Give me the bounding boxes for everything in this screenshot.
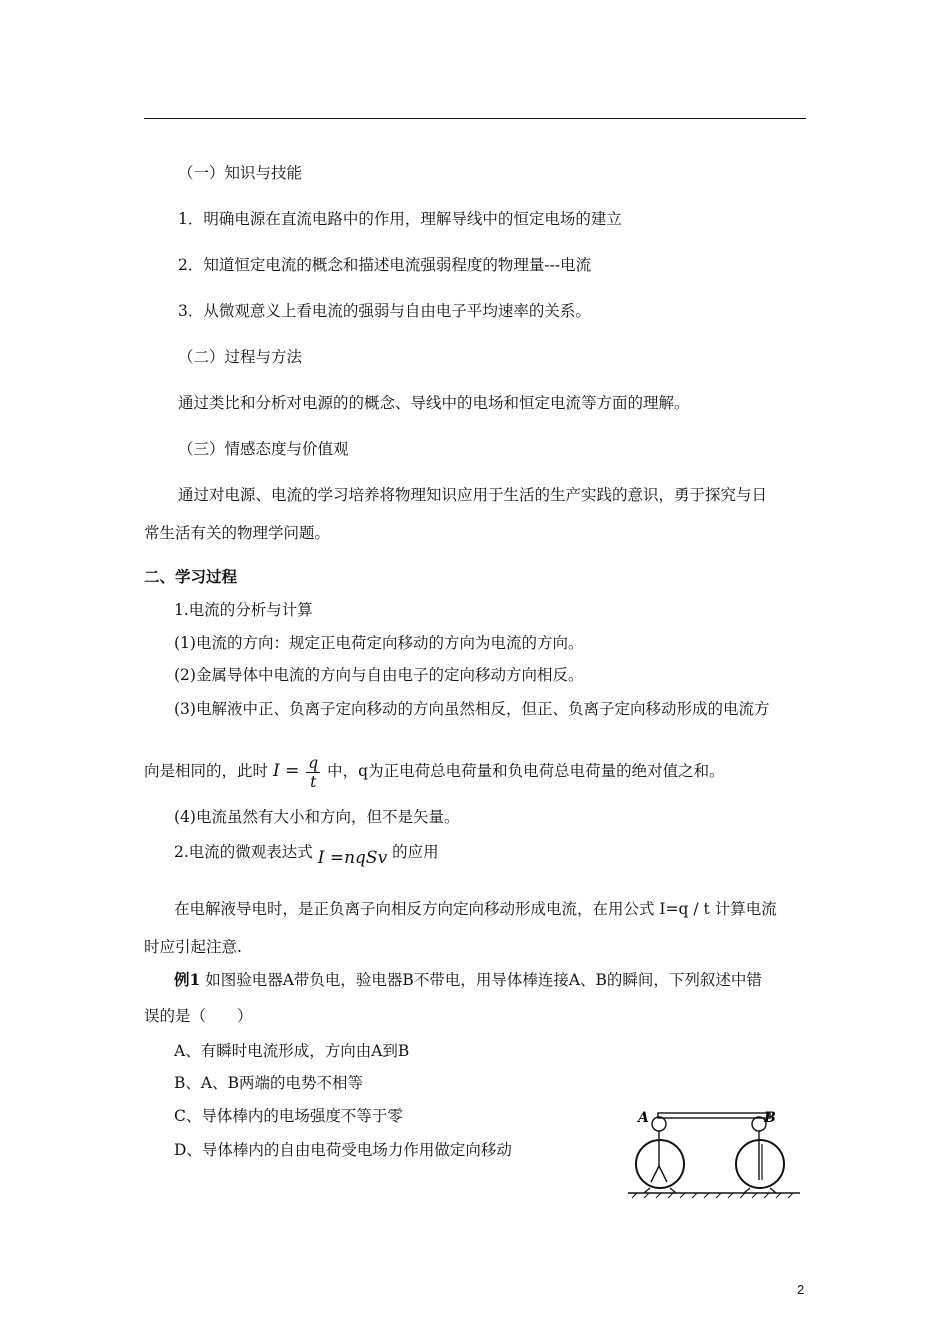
objective-attitude-line-1: 通过对电源、电流的学习培养将物理知识应用于生活的生产实践的意识，勇于探究与日 bbox=[178, 486, 768, 504]
conducting-rod bbox=[658, 1113, 770, 1118]
electrolyte-note-line-1: 在电解液导电时，是正负离子向相反方向定向移动形成电流，在用公式 I=q / t 计算电流 bbox=[174, 900, 777, 918]
electrolyte-note-line-2: 时应引起注意. bbox=[144, 938, 242, 956]
ground-surface bbox=[628, 1193, 800, 1198]
objective-item-3: 3．从微观意义上看电流的强弱与自由电子平均速率的关系。 bbox=[178, 302, 591, 320]
subsection-micro-expression bbox=[174, 842, 439, 868]
option-a: A、有瞬时电流形成，方向由A到B bbox=[174, 1042, 410, 1060]
point-1: (1)电流的方向：规定正电荷定向移动的方向为电流的方向。 bbox=[174, 634, 584, 652]
objective-attitude-line-2: 常生活有关的物理学问题。 bbox=[144, 524, 331, 542]
subsection-micro-suffix: 的应用 bbox=[392, 843, 439, 861]
electroscope-b bbox=[736, 1117, 784, 1193]
objective-heading-attitude: （三）情感态度与价值观 bbox=[178, 440, 349, 458]
figure-label-b: B bbox=[764, 1110, 776, 1126]
example-label: 例1 bbox=[174, 970, 201, 989]
formula-numerator: q bbox=[308, 753, 319, 772]
example-1-line-2: 误的是（ ） bbox=[144, 1007, 253, 1025]
example-question: 如图验电器A带负电，验电器B不带电，用导体棒连接A、B的瞬间，下列叙述中错 bbox=[205, 971, 762, 989]
objective-item-1: 1．明确电源在直流电路中的作用，理解导线中的恒定电场的建立 bbox=[178, 210, 622, 228]
objective-heading-process: （二）过程与方法 bbox=[178, 348, 303, 366]
formula-denominator: t bbox=[310, 772, 317, 791]
objective-heading-knowledge: （一）知识与技能 bbox=[178, 164, 303, 182]
point-3-line-2-prefix: 向是相同的，此时 bbox=[144, 762, 269, 780]
formula-current-lhs: I = bbox=[272, 761, 300, 781]
objective-process-text: 通过类比和分析对电源的的概念、导线中的电场和恒定电流等方面的理解。 bbox=[178, 394, 690, 412]
point-3-line-2-suffix: 中，q为正电荷总电荷量和负电荷总电荷量的绝对值之和。 bbox=[327, 762, 725, 780]
page-number: 2 bbox=[797, 1282, 805, 1297]
objective-item-2: 2．知道恒定电流的概念和描述电流强弱程度的物理量---电流 bbox=[178, 256, 592, 274]
formula-current-fraction bbox=[306, 754, 320, 791]
subsection-micro-prefix: 2.电流的微观表达式 bbox=[174, 843, 313, 861]
header-rule bbox=[144, 118, 806, 119]
point-3-line-2 bbox=[144, 752, 725, 792]
subsection-current-analysis: 1.电流的分析与计算 bbox=[174, 601, 313, 619]
electroscope-figure bbox=[624, 1100, 804, 1200]
option-b: B、A、B两端的电势不相等 bbox=[174, 1074, 363, 1092]
electroscope-a bbox=[636, 1117, 684, 1193]
point-3-line-1: (3)电解液中正、负离子定向移动的方向虽然相反，但正、负离子定向移动形成的电流方 bbox=[174, 700, 770, 718]
option-d: D、导体棒内的自由电荷受电场力作用做定向移动 bbox=[174, 1141, 512, 1159]
figure-label-a: A bbox=[638, 1110, 649, 1126]
example-1-line-1 bbox=[174, 970, 762, 990]
point-4: (4)电流虽然有大小和方向，但不是矢量。 bbox=[174, 808, 460, 826]
formula-micro: I =nqSv bbox=[317, 848, 388, 868]
point-2: (2)金属导体中电流的方向与自由电子的定向移动方向相反。 bbox=[174, 666, 584, 684]
option-c: C、导体棒内的电场强度不等于零 bbox=[174, 1107, 403, 1125]
section-title-learning-process: 二、学习过程 bbox=[144, 567, 238, 586]
